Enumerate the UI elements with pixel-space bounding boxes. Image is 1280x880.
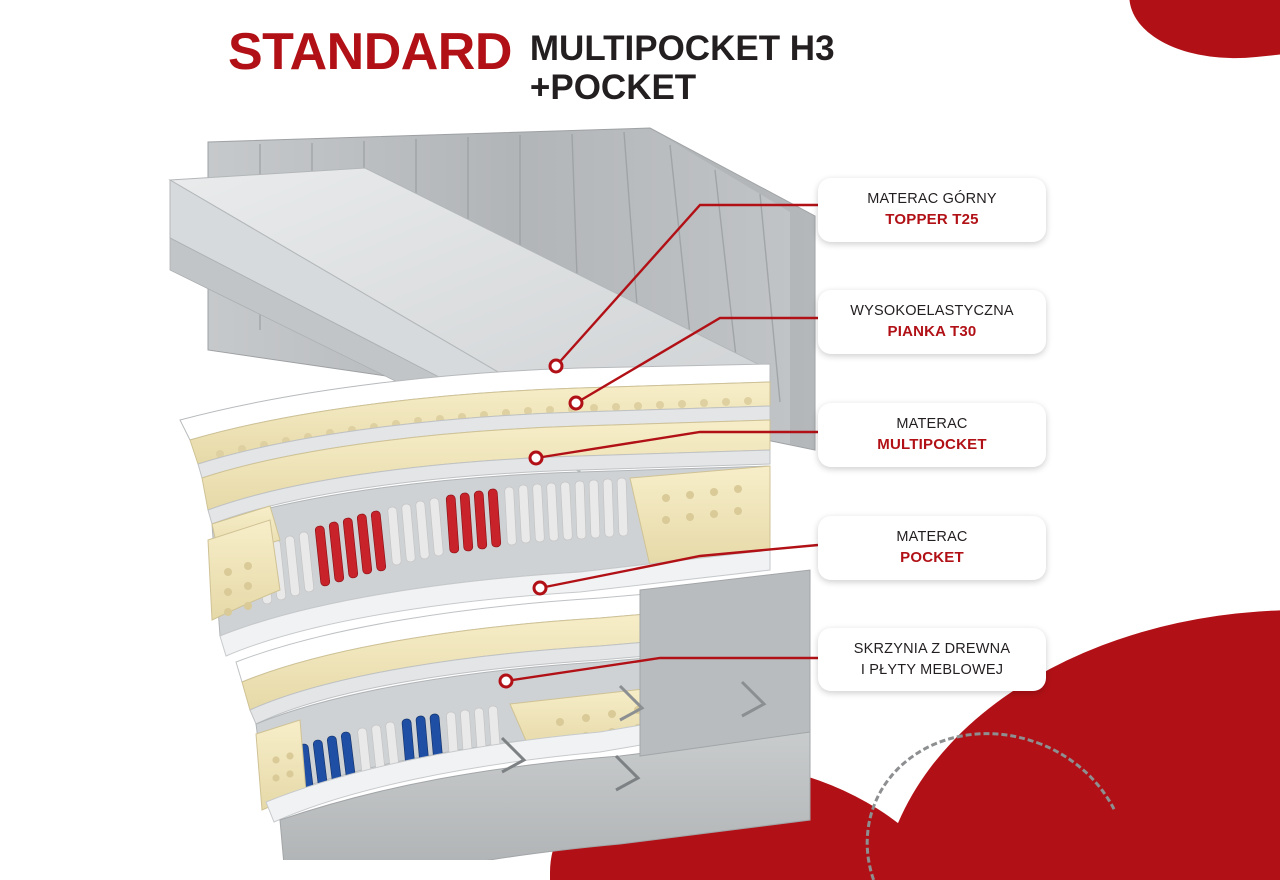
page-title [228, 23, 910, 107]
callout-multipocket-line2: MULTIPOCKET [877, 436, 987, 454]
callout-topper-line2: TOPPER T25 [885, 211, 979, 229]
callout-pocket-line2: POCKET [900, 549, 964, 567]
callout-pianka[interactable] [818, 290, 1046, 354]
callout-skrzynia[interactable] [818, 628, 1046, 691]
title-main: STANDARD [228, 23, 512, 81]
callout-skrzynia-line1: SKRZYNIA Z DREWNA [853, 641, 1011, 657]
callout-pianka-line2: PIANKA T30 [887, 323, 977, 341]
callout-topper-line1: MATERAC GÓRNY [867, 191, 997, 207]
callout-topper[interactable] [818, 178, 1046, 242]
title-sub: MULTIPOCKET H3 +POCKET [529, 29, 835, 107]
decor-corner-top-right [1124, 0, 1280, 70]
callout-pocket-line1: MATERAC [896, 529, 968, 545]
callout-multipocket[interactable] [818, 403, 1046, 467]
callout-pocket[interactable] [818, 516, 1046, 580]
callout-skrzynia-line2: I PŁYTY MEBLOWEJ [860, 662, 1004, 679]
callout-multipocket-line1: MATERAC [896, 416, 968, 432]
callout-pianka-line1: WYSOKOELASTYCZNA [850, 303, 1014, 319]
bed-cutaway-illustration [150, 120, 850, 860]
